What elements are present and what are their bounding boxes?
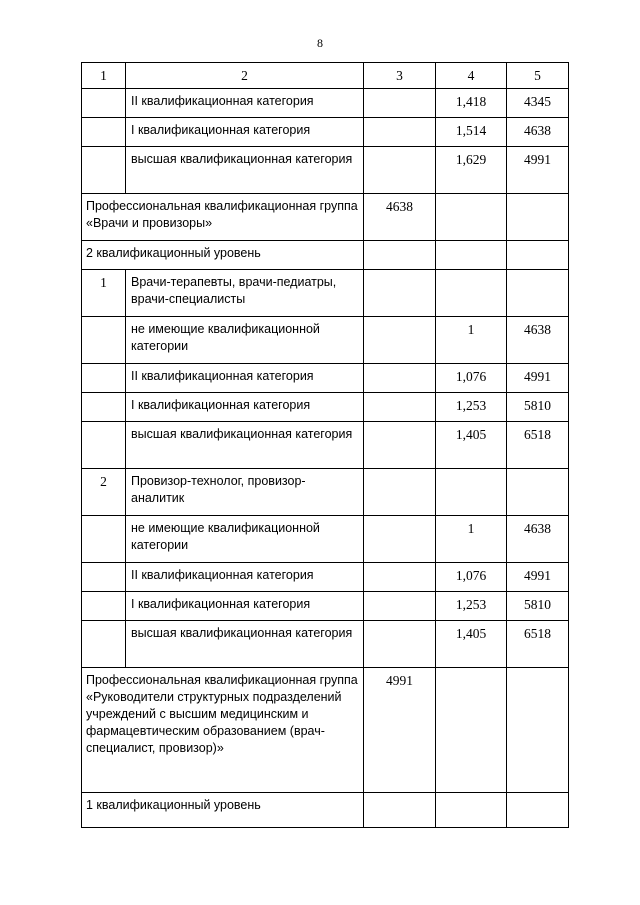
column-header: 2	[126, 63, 364, 89]
salary-cell: 4638	[507, 118, 569, 147]
coefficient-cell: 1,418	[436, 89, 507, 118]
base-salary-cell	[364, 516, 436, 563]
row-number-cell	[82, 563, 126, 592]
salary-cell: 5810	[507, 592, 569, 621]
group-title-cell: 2 квалификационный уровень	[82, 241, 364, 270]
salary-table	[81, 62, 569, 828]
base-salary-cell	[364, 270, 436, 317]
base-salary-cell	[364, 793, 436, 828]
coefficient-cell	[436, 241, 507, 270]
coefficient-cell: 1,253	[436, 393, 507, 422]
row-label-cell: высшая квалификационная категория	[126, 147, 364, 194]
group-row	[82, 194, 569, 241]
page-number: 8	[317, 36, 323, 50]
table-row	[82, 118, 569, 147]
table-row	[82, 317, 569, 364]
salary-cell: 5810	[507, 393, 569, 422]
coefficient-cell: 1	[436, 317, 507, 364]
group-row	[82, 241, 569, 270]
row-label-cell: высшая квалификационная категория	[126, 621, 364, 668]
group-title-cell: Профессиональная квалификационная группа «Руководители структурных подразделений учреждений с высшим медицинским и фармацевтическим образованием (врач-специалист, провизор)»	[82, 668, 364, 793]
row-number-cell	[82, 516, 126, 563]
base-salary-cell: 4991	[364, 668, 436, 793]
coefficient-cell: 1,514	[436, 118, 507, 147]
coefficient-cell: 1,253	[436, 592, 507, 621]
row-number-cell	[82, 422, 126, 469]
group-title-cell: Профессиональная квалификационная группа «Врачи и провизоры»	[82, 194, 364, 241]
row-number-cell	[82, 89, 126, 118]
salary-cell	[507, 469, 569, 516]
row-label-cell: Врачи-терапевты, врачи-педиатры, врачи-специалисты	[126, 270, 364, 317]
salary-cell	[507, 270, 569, 317]
row-label-cell: I квалификационная категория	[126, 592, 364, 621]
base-salary-cell	[364, 241, 436, 270]
row-number-cell	[82, 317, 126, 364]
group-row	[82, 668, 569, 793]
coefficient-cell: 1,076	[436, 364, 507, 393]
base-salary-cell	[364, 393, 436, 422]
row-label-cell: II квалификационная категория	[126, 89, 364, 118]
row-number-cell	[82, 147, 126, 194]
base-salary-cell	[364, 563, 436, 592]
table-row	[82, 393, 569, 422]
table-row	[82, 270, 569, 317]
base-salary-cell	[364, 592, 436, 621]
salary-cell: 4991	[507, 147, 569, 194]
salary-cell: 4638	[507, 317, 569, 364]
salary-cell: 6518	[507, 621, 569, 668]
row-number-cell	[82, 118, 126, 147]
salary-cell: 4991	[507, 563, 569, 592]
table-row	[82, 147, 569, 194]
base-salary-cell	[364, 89, 436, 118]
salary-cell: 4991	[507, 364, 569, 393]
row-number-cell	[82, 592, 126, 621]
table-row	[82, 89, 569, 118]
row-number-cell	[82, 393, 126, 422]
coefficient-cell: 1,405	[436, 621, 507, 668]
row-label-cell: II квалификационная категория	[126, 563, 364, 592]
column-header: 4	[436, 63, 507, 89]
row-number-cell	[82, 621, 126, 668]
coefficient-cell	[436, 194, 507, 241]
table-row	[82, 592, 569, 621]
row-label-cell: I квалификационная категория	[126, 118, 364, 147]
coefficient-cell	[436, 793, 507, 828]
salary-cell: 4345	[507, 89, 569, 118]
salary-cell	[507, 668, 569, 793]
base-salary-cell	[364, 118, 436, 147]
table-header-row	[82, 63, 569, 89]
group-title-cell: 1 квалификационный уровень	[82, 793, 364, 828]
row-number-cell: 2	[82, 469, 126, 516]
row-label-cell: высшая квалификационная категория	[126, 422, 364, 469]
salary-cell: 4638	[507, 516, 569, 563]
coefficient-cell	[436, 668, 507, 793]
base-salary-cell	[364, 621, 436, 668]
salary-cell	[507, 241, 569, 270]
base-salary-cell: 4638	[364, 194, 436, 241]
row-label-cell: Провизор-технолог, провизор-аналитик	[126, 469, 364, 516]
row-label-cell: II квалификационная категория	[126, 364, 364, 393]
coefficient-cell: 1,405	[436, 422, 507, 469]
table-row	[82, 364, 569, 393]
row-label-cell: не имеющие квалификационной категории	[126, 317, 364, 364]
column-header: 1	[82, 63, 126, 89]
base-salary-cell	[364, 317, 436, 364]
base-salary-cell	[364, 469, 436, 516]
column-header: 5	[507, 63, 569, 89]
table-row	[82, 422, 569, 469]
table-row	[82, 563, 569, 592]
base-salary-cell	[364, 364, 436, 393]
coefficient-cell: 1,629	[436, 147, 507, 194]
coefficient-cell: 1	[436, 516, 507, 563]
salary-cell: 6518	[507, 422, 569, 469]
table-row	[82, 469, 569, 516]
base-salary-cell	[364, 422, 436, 469]
base-salary-cell	[364, 147, 436, 194]
row-number-cell	[82, 364, 126, 393]
table-row	[82, 516, 569, 563]
column-header: 3	[364, 63, 436, 89]
coefficient-cell: 1,076	[436, 563, 507, 592]
group-row	[82, 793, 569, 828]
row-label-cell: не имеющие квалификационной категории	[126, 516, 364, 563]
row-number-cell: 1	[82, 270, 126, 317]
salary-cell	[507, 194, 569, 241]
salary-cell	[507, 793, 569, 828]
coefficient-cell	[436, 469, 507, 516]
coefficient-cell	[436, 270, 507, 317]
row-label-cell: I квалификационная категория	[126, 393, 364, 422]
table-body	[82, 89, 569, 828]
table-row	[82, 621, 569, 668]
